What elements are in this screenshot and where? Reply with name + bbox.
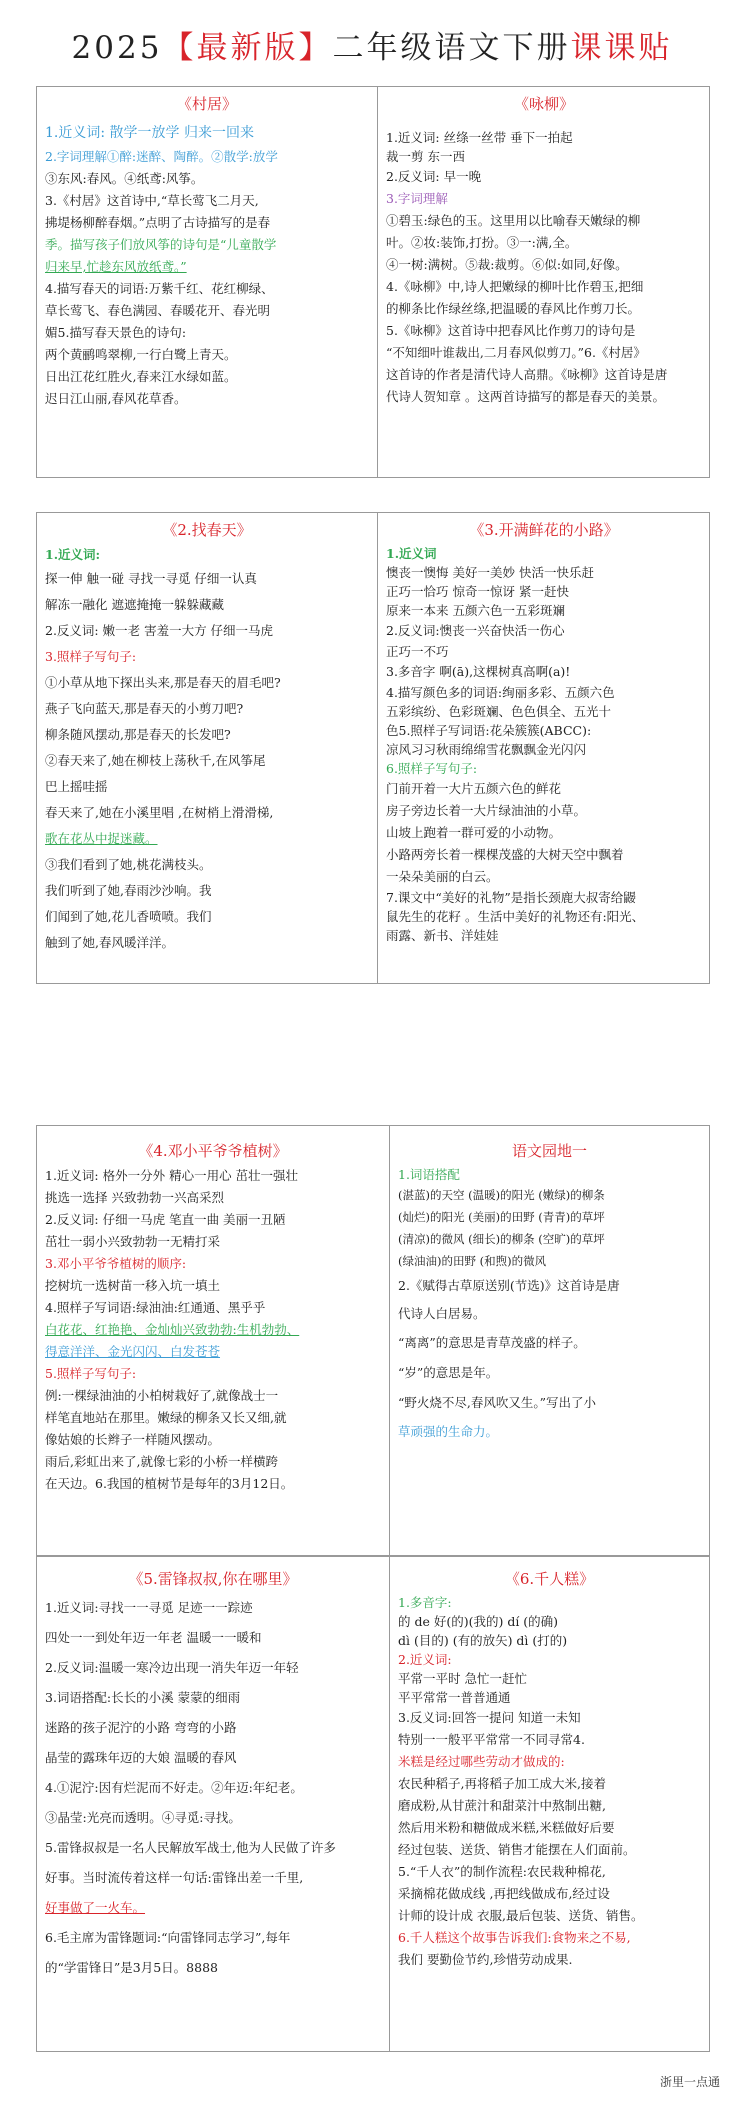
cell-title: 《4.邓小平爷爷植树》: [138, 1142, 288, 1160]
text-line: 房子旁边长着一大片绿油油的小草。: [386, 803, 587, 818]
text-line: 4.①泥泞:因有烂泥而不好走。②年迈:年纪老。: [45, 1780, 303, 1795]
line-list: [45, 120, 369, 410]
text-line: “野火烧不尽,春风吹又生。”写出了小: [398, 1395, 597, 1410]
text-line: 平平常常一普普通通: [398, 1690, 511, 1705]
text-line: “离离”的意思是青草茂盛的样子。: [398, 1335, 586, 1350]
text-line: 计师的设计成 衣服,最后包装、送货、销售。: [398, 1908, 644, 1923]
cell-leifeng: [37, 1556, 390, 2051]
text-line: 4.《咏柳》中,诗人把嫩绿的柳叶比作碧玉,把细: [386, 279, 644, 294]
text-line: 1.近义词:寻找一一寻觅 足迹一一踪迹: [45, 1600, 253, 1615]
text-line: 3.照样子写句子:: [45, 649, 137, 664]
text-line: 鼠先生的花籽 。生活中美好的礼物还有:阳光、: [386, 909, 645, 924]
text-line: 草顽强的生命力。: [398, 1424, 499, 1439]
text-line: 凉风习习秋雨绵绵雪花飘飘金光闪闪: [386, 742, 587, 757]
cell-title: 《6.千人糕》: [504, 1570, 595, 1588]
text-line: 1.近义词: 格外一分外 精心一用心 茁壮一强壮: [45, 1168, 299, 1183]
text-line: 磨成粉,从甘蔗汁和甜菜汁中熬制出糖,: [398, 1798, 606, 1813]
line-list: [386, 128, 702, 408]
text-line: 农民种稻子,再将稻子加工成大米,接着: [398, 1776, 606, 1791]
text-line: 挖树坑一选树苗一移入坑一填土: [45, 1278, 221, 1293]
text-line: 迷路的孩子泥泞的小路 弯弯的小路: [45, 1720, 237, 1735]
text-line: 原来一本来 五颜六色一五彩斑斓: [386, 603, 565, 618]
text-line: 的“学雷锋日”是3月5日。8888: [45, 1960, 218, 1975]
text-line: 6.毛主席为雷锋题词:“向雷锋同志学习”,每年: [45, 1930, 291, 1945]
section-zhaochuntian-xiaolu: [36, 512, 710, 984]
text-line: dì (目的) (有的放矢) dì (打的): [398, 1633, 568, 1648]
section-zhishu-yuandi: [36, 1125, 710, 1557]
text-line: 5.《咏柳》这首诗中把春风比作剪刀的诗句是: [386, 323, 636, 338]
text-line: 四处一一到处年迈一年老 温暖一一暖和: [45, 1630, 262, 1645]
text-line: 柳条随风摆动,那是春天的长发吧?: [45, 727, 231, 742]
text-line: 代诗人贺知章 。这两首诗描写的都是春天的美景。: [386, 389, 665, 404]
text-line: “不知细叶谁裁出,二月春风似剪刀。”6.《村居》: [386, 345, 646, 360]
cell-title: 《咏柳》: [513, 95, 574, 113]
cell-qianrengao: [390, 1556, 709, 2051]
text-line: 挑选一选择 兴致勃勃一兴高采烈: [45, 1190, 224, 1205]
cell-title: 《5.雷锋叔叔,你在哪里》: [128, 1570, 298, 1588]
text-line: 雨露、新书、洋娃娃: [386, 928, 499, 943]
text-line: 探一伸 触一碰 寻找一寻觅 仔细一认真: [45, 571, 257, 586]
text-line: ①碧玉:绿色的玉。这里用以比喻春天嫩绿的柳: [386, 213, 641, 228]
line-list: [398, 1593, 701, 1971]
text-line: 裁一剪 东一西: [386, 149, 465, 164]
text-line: ②春天来了,她在柳枝上荡秋千,在风筝尾: [45, 753, 266, 768]
text-line: 巴上摇哇摇: [45, 779, 108, 794]
text-line: 门前开着一大片五颜六色的鲜花: [386, 781, 562, 796]
text-line: 雨后,彩虹出来了,就像七彩的小桥一样横跨: [45, 1454, 278, 1469]
text-line: 5.照样子写句子:: [45, 1366, 137, 1381]
text-line: 我们 要勤俭节约,珍惜劳动成果.: [398, 1952, 573, 1967]
text-line: 叶。②妆:装饰,打扮。③一:满,全。: [386, 235, 578, 250]
text-line: 在天边。6.我国的植树节是每年的3月12日。: [45, 1476, 294, 1491]
text-line: 2.反义词:懊丧一兴奋快活一伤心: [386, 623, 565, 638]
text-line: 们闻到了她,花儿香喷喷。我们: [45, 909, 212, 924]
text-line: 采摘棉花做成线 ,再把线做成布,经过设: [398, 1886, 610, 1901]
title-main: 二年级语文下册: [332, 30, 571, 66]
text-line: 拂堤杨柳醉春烟。”点明了古诗描写的是春: [45, 215, 271, 230]
text-line: 白花花、红艳艳、金灿灿兴致勃勃:生机勃勃、: [45, 1322, 300, 1337]
text-line: 日出江花红胜火,春来江水绿如蓝。: [45, 369, 237, 384]
text-line: “岁”的意思是年。: [398, 1365, 499, 1380]
text-line: 茁壮一弱小兴致勃勃一无精打采: [45, 1234, 221, 1249]
text-line: 山坡上跑着一群可爱的小动物。: [386, 825, 562, 840]
text-line: 1.词语搭配: [398, 1167, 460, 1182]
text-line: 这首诗的作者是清代诗人高鼎。《咏柳》这首诗是唐: [386, 367, 668, 382]
cell-title: 《2.找春天》: [162, 521, 252, 539]
cell-title: 语文园地一: [511, 1142, 587, 1160]
cell-zhaochuntian: [37, 513, 378, 983]
line-list: [386, 544, 702, 945]
text-line: 晶莹的露珠年迈的大娘 温暖的春风: [45, 1750, 237, 1765]
line-list: [45, 544, 369, 956]
text-line: 3.字词理解: [386, 191, 448, 206]
text-line: 的柳条比作绿丝绦,把温暖的春风比作剪刀长。: [386, 301, 640, 316]
text-line: 经过包装、送货、销售才能摆在人们面前。: [398, 1842, 636, 1857]
page-title: [0, 22, 744, 67]
text-line: 好事。当时流传着这样一句话:雷锋出差一千里,: [45, 1870, 304, 1885]
text-line: 色5.照样子写词语:花朵簇簇(ABCC):: [386, 723, 592, 738]
text-line: 5.雷锋叔叔是一名人民解放军战士,他为人民做了许多: [45, 1840, 336, 1855]
text-line: 1.近义词: 散学一放学 归来一回来: [45, 125, 254, 141]
text-line: 然后用米粉和糖做成米糕,米糕做好后要: [398, 1820, 615, 1835]
text-line: 4.照样子写词语:绿油油:红通通、黑乎乎: [45, 1300, 266, 1315]
line-list: [398, 1165, 701, 1446]
text-line: 6.照样子写句子:: [386, 761, 478, 776]
text-line: (绿油油)的田野 (和煦)的微风: [398, 1254, 547, 1268]
text-line: 2.反义词:温暖一寒冷边出现一消失年迈一年轻: [45, 1660, 299, 1675]
text-line: 正巧一恰巧 惊奇一惊讶 紧一赶快: [386, 584, 569, 599]
text-line: 迟日江山丽,春风花草香。: [45, 391, 187, 406]
text-line: ④一树:满树。⑤裁:裁剪。⑥似:如同,好像。: [386, 257, 628, 272]
text-line: 两个黄鹂鸣翠柳,一行白鹭上青天。: [45, 347, 237, 362]
text-line: ③东风:春风。④纸鸢:风筝。: [45, 171, 204, 186]
text-line: 歌在花丛中捉迷藏。: [45, 831, 158, 846]
cell-xiaolu: [378, 513, 710, 983]
text-line: 春天来了,她在小溪里唱 ,在树梢上滑滑梯,: [45, 805, 274, 820]
text-line: 季。描写孩子们放风筝的诗句是“儿童散学: [45, 237, 277, 252]
cell-title: 《3.开满鲜花的小路》: [469, 521, 619, 539]
text-line: 样笔直地站在那里。嫩绿的柳条又长又细,就: [45, 1410, 287, 1425]
text-line: 3.《村居》这首诗中,“草长莺飞二月天,: [45, 193, 259, 208]
text-line: 的 de 好(的)(我的) dí (的确): [398, 1614, 559, 1629]
text-line: 3.邓小平爷爷植树的顺序:: [45, 1256, 187, 1271]
text-line: (湛蓝)的天空 (温暖)的阳光 (嫩绿)的柳条: [398, 1188, 605, 1202]
text-line: 2.近义词:: [398, 1652, 452, 1667]
text-line: 例:一棵绿油油的小柏树栽好了,就像战士一: [45, 1388, 279, 1403]
text-line: 触到了她,春风暖洋洋。: [45, 935, 174, 950]
text-line: (灿烂)的阳光 (美丽)的田野 (青青)的草坪: [398, 1210, 605, 1224]
cell-title: 《村居》: [176, 95, 237, 113]
cell-cunju: [37, 87, 378, 477]
text-line: 小路两旁长着一棵棵茂盛的大树天空中飘着: [386, 847, 624, 862]
line-list: [45, 1593, 381, 1983]
text-line: 7.课文中“美好的礼物”是指长颈鹿大叔寄给鼹: [386, 890, 636, 905]
text-line: 4.描写颜色多的词语:绚丽多彩、五颜六色: [386, 685, 615, 700]
text-line: 归来早,忙趁东风放纸鸢。”: [45, 259, 187, 274]
text-line: 平常一平时 急忙一赶忙: [398, 1671, 527, 1686]
section-leifeng-qianrengao: [36, 1555, 710, 2052]
text-line: 5.“千人衣”的制作流程:农民栽种棉花,: [398, 1864, 606, 1879]
text-line: 代诗人白居易。: [398, 1306, 486, 1321]
text-line: 4.描写春天的词语:万紫千红、花红柳绿、: [45, 281, 274, 296]
text-line: 一朵朵美丽的白云。: [386, 869, 499, 884]
title-year: 2025: [71, 30, 163, 66]
text-line: 特别一一般平平常常一不同寻常4.: [398, 1732, 585, 1747]
text-line: 3.反义词:回答一提问 知道一未知: [398, 1710, 581, 1725]
text-line: 2.反义词: 早一晚: [386, 169, 482, 184]
cell-yongliu: [378, 87, 710, 477]
title-tail: 课课贴: [570, 30, 673, 66]
text-line: 我们听到了她,春雨沙沙响。我: [45, 883, 212, 898]
text-line: 米糕是经过哪些劳动才做成的:: [398, 1754, 565, 1769]
text-line: 2.反义词: 仔细一马虎 笔直一曲 美丽一丑陋: [45, 1212, 286, 1227]
text-line: 6.千人糕这个故事告诉我们:食物来之不易,: [398, 1930, 631, 1945]
text-line: 燕子飞向蓝天,那是春天的小剪刀吧?: [45, 701, 244, 716]
text-line: 2.字词理解①醉:迷醉、陶醉。②散学:放学: [45, 149, 278, 164]
cell-yuandi: [390, 1126, 709, 1556]
title-bracket: 【最新版】: [162, 30, 333, 66]
line-list: [45, 1165, 381, 1495]
text-line: 媚5.描写春天景色的诗句:: [45, 325, 187, 340]
text-line: 2.反义词: 嫩一老 害羞一大方 仔细一马虎: [45, 623, 274, 638]
text-line: 1.近义词: [386, 546, 437, 561]
text-line: 草长莺飞、春色满园、春暖花开、春光明: [45, 303, 271, 318]
text-line: 1.多音字:: [398, 1595, 452, 1610]
text-line: 3.词语搭配:长长的小溪 蒙蒙的细雨: [45, 1690, 241, 1705]
text-line: 得意洋洋、金光闪闪、白发苍苍: [45, 1344, 221, 1359]
text-line: ①小草从地下探出头来,那是春天的眉毛吧?: [45, 675, 281, 690]
text-line: 2.《赋得古草原送别(节选)》这首诗是唐: [398, 1278, 620, 1293]
footer-brand: 浙里一点通: [659, 2075, 720, 2089]
text-line: 好事做了一火车。: [45, 1900, 146, 1915]
text-line: 正巧一不巧: [386, 644, 449, 659]
text-line: ③晶莹:光亮而透明。④寻觅:寻找。: [45, 1810, 241, 1825]
text-line: 1.近义词: 丝绦一丝带 垂下一拍起: [386, 130, 573, 145]
text-line: 五彩缤纷、色彩斑斓、色色俱全、五光十: [386, 704, 612, 719]
text-line: 懊丧一懊悔 美好一美妙 快活一快乐赶: [386, 565, 594, 580]
text-line: (清凉)的微风 (细长)的柳条 (空旷)的草坪: [398, 1232, 605, 1246]
text-line: 3.多音字 啊(ā),这棵树真高啊(a)!: [386, 664, 571, 679]
text-line: ③我们看到了她,桃花满枝头。: [45, 857, 212, 872]
text-line: 解冻一融化 遮遮掩掩一躲躲藏藏: [45, 597, 224, 612]
text-line: 1.近义词:: [45, 547, 101, 562]
section-cunju-yongliu: [36, 86, 710, 478]
text-line: 像姑娘的长辫子一样随风摆动。: [45, 1432, 221, 1447]
cell-zhishu: [37, 1126, 390, 1556]
